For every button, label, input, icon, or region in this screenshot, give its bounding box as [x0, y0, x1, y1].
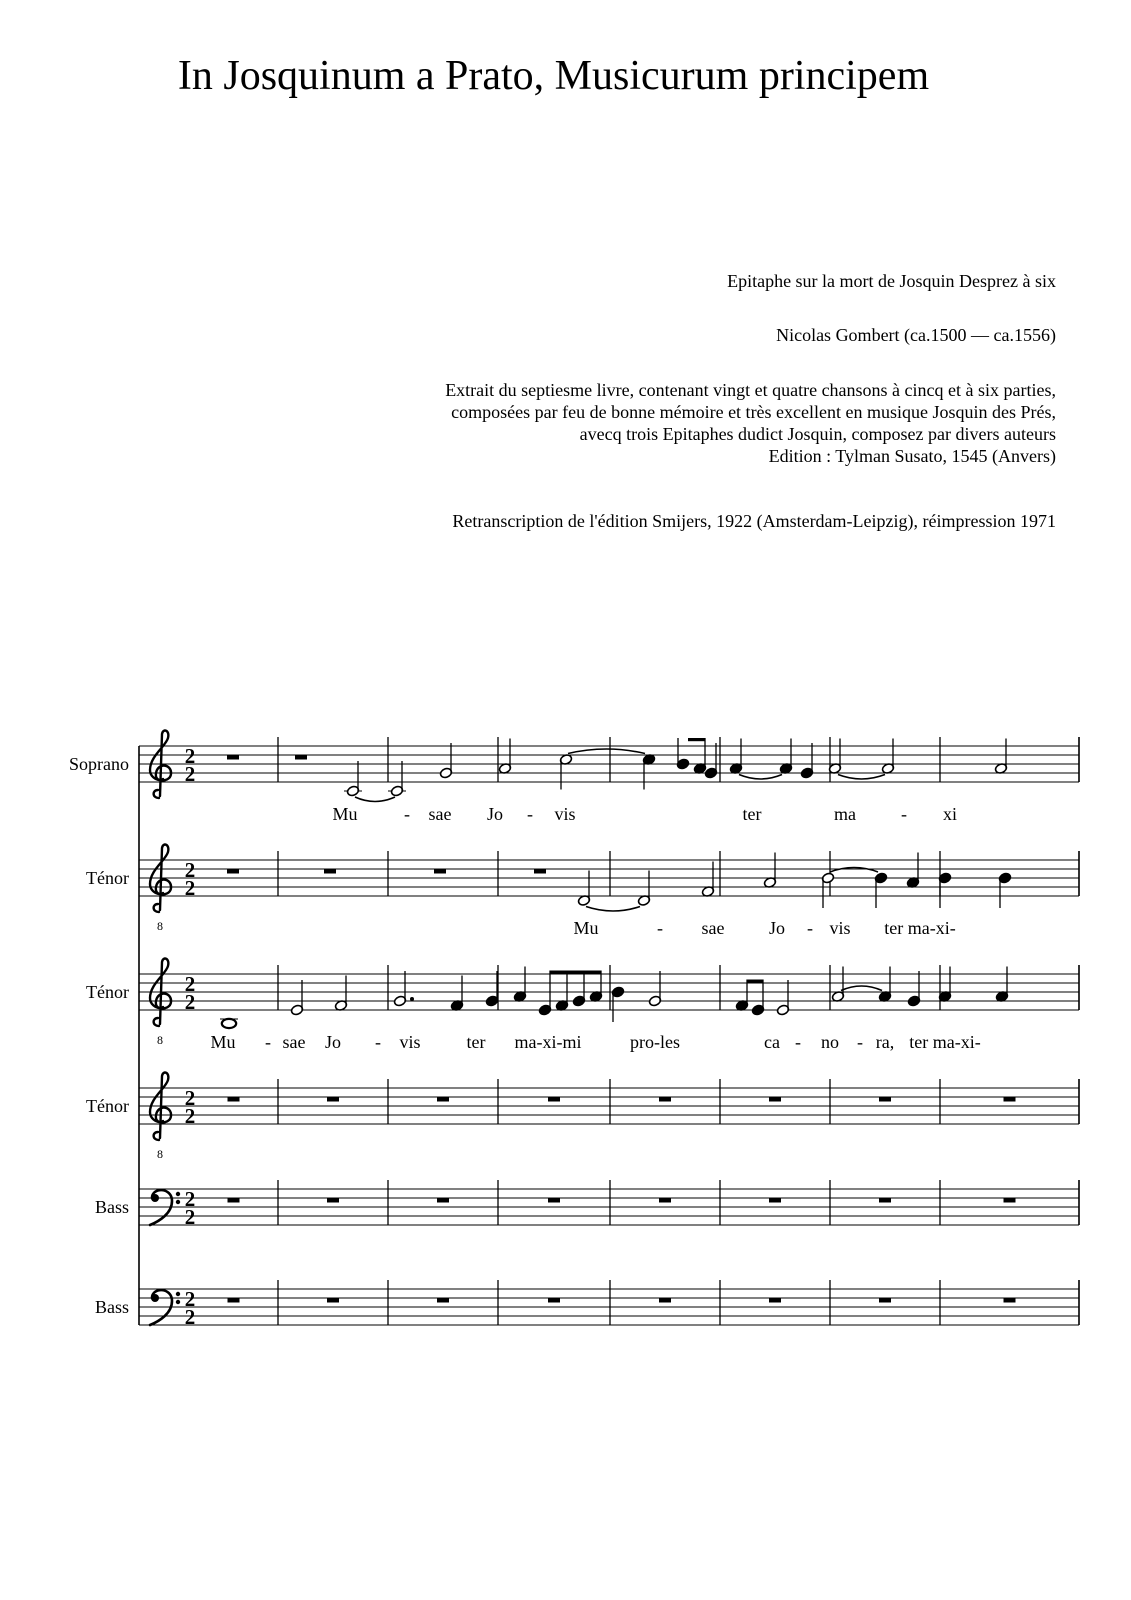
- time-signature-bottom: 2: [184, 1104, 196, 1128]
- lyric-syllable: xi: [942, 804, 958, 824]
- note: [831, 967, 845, 1003]
- note: [390, 761, 404, 797]
- note: [763, 853, 777, 889]
- note: [907, 971, 921, 1007]
- lyric-syllable: -: [857, 1032, 863, 1052]
- note: [800, 743, 814, 779]
- note: [701, 862, 715, 898]
- whole-rest: [437, 1298, 449, 1303]
- tie: [355, 797, 395, 802]
- beam: [688, 738, 705, 741]
- time-signature-top: 2: [184, 1086, 196, 1110]
- note: [874, 872, 888, 908]
- voice-label: Ténor: [86, 868, 129, 888]
- lyric-syllable: ter ma-xi-: [909, 1032, 981, 1052]
- note: [222, 1019, 236, 1028]
- whole-rest: [327, 1198, 339, 1203]
- whole-rest: [534, 869, 546, 874]
- lyric-syllable: -: [375, 1032, 381, 1052]
- time-signature-bottom: 2: [184, 762, 196, 786]
- note: [735, 980, 749, 1012]
- note: [611, 986, 625, 1022]
- note: [881, 739, 895, 775]
- voice-label: Bass: [94, 1197, 129, 1217]
- time-signature-top: 2: [184, 1187, 196, 1211]
- note: [290, 980, 304, 1016]
- note: [704, 743, 718, 779]
- retranscription-note: Retranscription de l'édition Smijers, 1922 (Amsterdam-Leipzig), réimpression 1971: [452, 511, 1056, 531]
- voice-label: Ténor: [86, 982, 129, 1002]
- note: [648, 971, 662, 1007]
- note: [498, 739, 512, 775]
- lyric-syllable: -: [404, 804, 410, 824]
- whole-rest: [434, 869, 446, 874]
- note: [637, 871, 651, 907]
- tie: [841, 986, 882, 991]
- whole-rest: [769, 1198, 781, 1203]
- whole-rest: [228, 1298, 240, 1303]
- note: [346, 761, 360, 797]
- lyric-syllable: -: [657, 918, 663, 938]
- tie: [830, 868, 878, 873]
- lyric-syllable: vis: [554, 804, 576, 824]
- octave-mark: 8: [157, 1147, 163, 1161]
- lyric-syllable: Jo: [486, 804, 504, 824]
- note: [779, 739, 793, 775]
- lyric-syllable: ma: [834, 804, 856, 824]
- note: [439, 743, 453, 779]
- note: [693, 738, 707, 774]
- whole-rest: [769, 1097, 781, 1102]
- note: [642, 754, 656, 790]
- tie: [586, 907, 640, 912]
- lyric-syllable: vis: [399, 1032, 421, 1052]
- whole-rest: [659, 1198, 671, 1203]
- time-signature-bottom: 2: [184, 990, 196, 1014]
- composer: Nicolas Gombert (ca.1500 — ca.1556): [776, 325, 1056, 345]
- source-line: Edition : Tylman Susato, 1545 (Anvers): [768, 446, 1056, 466]
- source-line: avecq trois Epitaphes dudict Josquin, composez par divers auteurs: [579, 424, 1056, 444]
- note: [878, 967, 892, 1003]
- lyric-syllable: vis: [829, 918, 851, 938]
- whole-rest: [228, 1097, 240, 1102]
- lyric-syllable: Jo: [768, 918, 786, 938]
- tie: [838, 775, 885, 780]
- lyric-syllable: ter: [466, 1032, 486, 1052]
- whole-rest: [324, 869, 336, 874]
- lyric-syllable: -: [795, 1032, 801, 1052]
- beam: [550, 971, 601, 974]
- whole-rest: [228, 1198, 240, 1203]
- lyric-syllable: sae: [282, 1032, 306, 1052]
- lyric-syllable: Mu: [332, 804, 358, 824]
- time-signature-bottom: 2: [184, 1205, 196, 1229]
- note: [995, 967, 1009, 1003]
- note: [589, 971, 603, 1003]
- note: [450, 976, 464, 1012]
- source-line: composées par feu de bonne mémoire et très excellent en musique Josquin des Prés,: [451, 402, 1056, 422]
- lyric-syllable: ma-xi-mi: [514, 1032, 582, 1052]
- lyric-syllable: ter ma-xi-: [884, 918, 956, 938]
- whole-rest: [295, 755, 307, 760]
- time-signature-top: 2: [184, 858, 196, 882]
- whole-rest: [659, 1298, 671, 1303]
- lyric-syllable: -: [807, 918, 813, 938]
- note: [577, 871, 591, 907]
- note: [776, 980, 790, 1016]
- subtitle: Epitaphe sur la mort de Josquin Desprez à six: [727, 271, 1056, 291]
- lyric-syllable: Mu: [210, 1032, 236, 1052]
- voice-label: Bass: [94, 1297, 129, 1317]
- lyric-syllable: Mu: [573, 918, 599, 938]
- note: [559, 754, 573, 790]
- lyric-syllable: ter: [742, 804, 762, 824]
- voice-label: Ténor: [86, 1096, 129, 1116]
- whole-rest: [327, 1298, 339, 1303]
- whole-rest: [548, 1298, 560, 1303]
- lyric-syllable: no: [821, 1032, 839, 1052]
- note: [538, 971, 552, 1016]
- note: [334, 976, 348, 1012]
- whole-rest: [437, 1198, 449, 1203]
- whole-rest: [1004, 1298, 1016, 1303]
- octave-mark: 8: [157, 1033, 163, 1047]
- voice-label: Soprano: [69, 754, 129, 774]
- whole-rest: [769, 1298, 781, 1303]
- note: [572, 971, 586, 1007]
- lyric-syllable: pro-les: [630, 1032, 680, 1052]
- whole-rest: [548, 1198, 560, 1203]
- whole-rest: [1004, 1097, 1016, 1102]
- octave-mark: 8: [157, 919, 163, 933]
- time-signature-top: 2: [184, 744, 196, 768]
- tie: [739, 775, 782, 780]
- time-signature-bottom: 2: [184, 876, 196, 900]
- whole-rest: [659, 1097, 671, 1102]
- note: [994, 739, 1008, 775]
- lyric-syllable: sae: [428, 804, 452, 824]
- whole-rest: [879, 1097, 891, 1102]
- lyric-syllable: sae: [701, 918, 725, 938]
- note: [751, 980, 765, 1016]
- time-signature-top: 2: [184, 1287, 196, 1311]
- note: [906, 853, 920, 889]
- time-signature-top: 2: [184, 972, 196, 996]
- whole-rest: [1004, 1198, 1016, 1203]
- whole-rest: [227, 869, 239, 874]
- note: [729, 739, 743, 775]
- lyric-syllable: ra,: [875, 1032, 895, 1052]
- tie: [568, 749, 645, 754]
- whole-rest: [879, 1198, 891, 1203]
- note: [393, 971, 414, 1007]
- note: [998, 872, 1012, 908]
- piece-title: In Josquinum a Prato, Musicurum principem: [177, 53, 930, 99]
- lyric-syllable: ca: [764, 1032, 780, 1052]
- whole-rest: [227, 755, 239, 760]
- note: [485, 971, 499, 1007]
- lyric-syllable: -: [901, 804, 907, 824]
- bass-clef-icon: [150, 1290, 180, 1325]
- whole-rest: [437, 1097, 449, 1102]
- source-line: Extrait du septiesme livre, contenant vingt et quatre chansons à cincq et à six parties,: [445, 380, 1056, 400]
- note: [821, 872, 835, 908]
- whole-rest: [327, 1097, 339, 1102]
- whole-rest: [879, 1298, 891, 1303]
- whole-rest: [548, 1097, 560, 1102]
- lyric-syllable: -: [265, 1032, 271, 1052]
- note: [555, 971, 569, 1012]
- note: [676, 738, 690, 770]
- bass-clef-icon: [150, 1190, 180, 1225]
- note: [938, 872, 952, 908]
- beam: [747, 980, 763, 983]
- lyric-syllable: -: [527, 804, 533, 824]
- note: [513, 967, 527, 1003]
- lyric-syllable: Jo: [324, 1032, 342, 1052]
- time-signature-bottom: 2: [184, 1305, 196, 1329]
